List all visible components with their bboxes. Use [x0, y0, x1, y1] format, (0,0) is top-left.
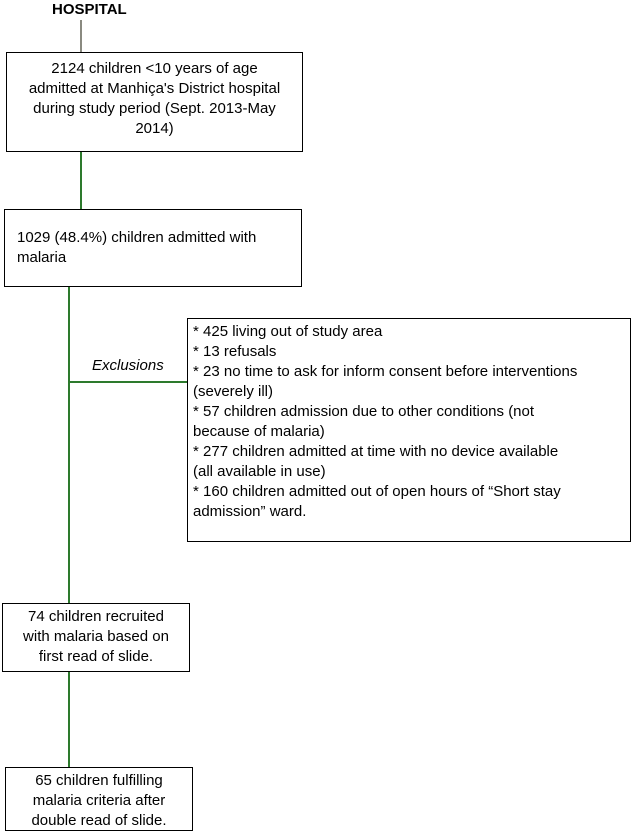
exclusion-item: * 277 children admitted at time with no device available: [193, 443, 559, 460]
malaria-line: 1029 (48.4%) children admitted with: [17, 229, 257, 246]
exclusion-item: (severely ill): [193, 383, 274, 400]
exclusion-item: * 57 children admission due to other conditions (not: [193, 403, 535, 420]
exclusion-item: * 23 no time to ask for inform consent before interventions: [193, 363, 578, 380]
malaria-line: malaria: [17, 249, 67, 266]
connector-malaria-to-recruited: [68, 287, 70, 603]
recruited-line: 74 children recruited: [28, 608, 164, 625]
admitted-children-box: [6, 52, 303, 152]
exclusions-label: Exclusions: [92, 357, 164, 374]
recruited-children-box: [2, 603, 190, 672]
connector-admitted-to-malaria: [80, 152, 82, 209]
malaria-children-box: [4, 209, 302, 287]
exclusions-list: [193, 322, 630, 522]
connector-exclusions-branch: [69, 381, 187, 383]
exclusion-item: * 13 refusals: [193, 343, 277, 360]
fulfilling-line: malaria criteria after: [32, 792, 166, 809]
connector-recruited-to-fulfilling: [68, 672, 70, 767]
exclusion-item: (all available in use): [193, 463, 326, 480]
exclusion-item: * 160 children admitted out of open hours of “Short stay: [193, 483, 561, 500]
exclusion-item: because of malaria): [193, 423, 325, 440]
header-connector: [80, 20, 82, 52]
exclusion-item: admission” ward.: [193, 503, 307, 520]
exclusion-item: * 425 living out of study area: [193, 323, 383, 340]
admitted-line: 2124 children <10 years of age: [51, 60, 258, 77]
fulfilling-line: double read of slide.: [31, 812, 167, 829]
recruited-line: first read of slide.: [38, 648, 154, 665]
admitted-line: during study period (Sept. 2013-May: [33, 100, 276, 117]
fulfilling-criteria-box: [5, 767, 193, 831]
admitted-line: admitted at Manhiça's District hospital: [28, 80, 281, 97]
fulfilling-line: 65 children fulfilling: [35, 772, 163, 789]
recruited-line: with malaria based on: [23, 628, 169, 645]
hospital-header: HOSPITAL: [52, 1, 127, 18]
admitted-line: 2014): [135, 120, 174, 137]
exclusions-box: [187, 318, 631, 542]
